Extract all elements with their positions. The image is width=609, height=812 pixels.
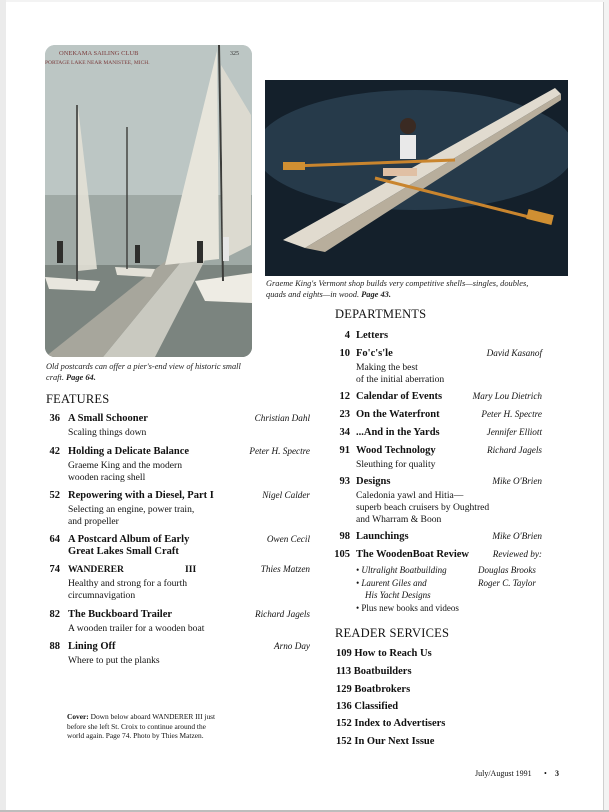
rowing-caption-page: Page 43. (361, 289, 391, 299)
cover-text: Down below aboard WANDERER III just before she left St. Croix to continue around the world again. Page 74. Photo by Thies Matzen. (67, 712, 216, 741)
department-author: Mike O'Brien (492, 531, 542, 541)
department-description: Making the best (356, 362, 418, 373)
folio-separator: • (544, 769, 547, 778)
feature-title: A Small Schooner (68, 413, 148, 424)
folio-page-number: 3 (555, 769, 559, 778)
feature-page-number: 64 (49, 534, 60, 545)
postcard-number: 325 (230, 51, 239, 57)
postcard-caption-page: Page 64. (66, 372, 96, 382)
service-title: Index to Advertisers (354, 718, 446, 729)
department-author: Jennifer Elliott (486, 427, 542, 437)
feature-author: Christian Dahl (254, 413, 310, 423)
reader-service-next-issue[interactable] (336, 736, 434, 747)
reader-service-boatbrokers[interactable] (336, 684, 410, 695)
feature-title: The Buckboard Trailer (68, 609, 173, 620)
department-author: David Kasanof (486, 348, 542, 358)
cover-note (67, 712, 217, 741)
feature-author: Nigel Calder (262, 490, 310, 500)
reader-service-index-advertisers[interactable] (336, 718, 445, 729)
service-page-number: 152 (336, 736, 352, 747)
department-title: On the Waterfront (356, 409, 440, 420)
department-title: Designs (356, 476, 391, 487)
review-item-more: • Plus new books and videos (356, 603, 459, 613)
department-description: Sleuthing for quality (356, 459, 436, 470)
reader-service-boatbuilders[interactable] (336, 666, 412, 677)
department-description: superb beach cruisers by Oughtred (356, 502, 490, 513)
department-description: Caledonia yawl and Hitia— (356, 490, 464, 501)
cover-label: Cover: (67, 712, 89, 721)
feature-title: Holding a Delicate Balance (68, 446, 190, 457)
rowing-caption-line2: quads and eights—in wood. (266, 289, 360, 299)
features-heading: FEATURES (46, 392, 110, 406)
feature-description: Scaling things down (68, 427, 147, 438)
department-title: Calendar of Events (356, 391, 443, 402)
service-title: Boatbuilders (353, 666, 412, 677)
feature-description: A wooden trailer for a wooden boat (68, 623, 205, 634)
review-author: Douglas Brooks (478, 565, 536, 575)
service-title: Boatbrokers (354, 684, 411, 695)
department-page-number: 10 (339, 348, 350, 359)
service-title: How to Reach Us (354, 648, 432, 659)
service-page-number: 109 (336, 648, 352, 659)
review-item-ultralight: • Ultralight Boatbuilding (356, 565, 447, 575)
review-item-laurent-giles: • Laurent Giles and (356, 578, 427, 588)
service-title: In Our Next Issue (354, 736, 435, 747)
postcard-printed-subtitle: PORTAGE LAKE NEAR MANISTEE, MICH. (45, 60, 150, 66)
department-page-number: 91 (339, 445, 350, 456)
feature-page-number: 36 (49, 413, 60, 424)
feature-description: circumnavigation (68, 590, 136, 601)
feature-page-number: 52 (49, 490, 60, 501)
department-description: and Wharram & Boon (356, 514, 442, 525)
feature-page-number: 42 (49, 446, 60, 457)
department-author: Peter H. Spectre (481, 409, 542, 419)
department-title: Launchings (356, 531, 409, 542)
department-page-number: 93 (339, 476, 350, 487)
feature-page-number: 82 (49, 609, 60, 620)
department-page-number: 98 (339, 531, 350, 542)
feature-title-continued: Great Lakes Small Craft (68, 546, 179, 557)
feature-page-number: 74 (49, 564, 60, 575)
feature-title: Repowering with a Diesel, Part I (68, 490, 214, 501)
postcard-caption-line1: Old postcards can offer a pier's-end view of historic small (46, 362, 241, 371)
department-page-number: 4 (344, 330, 350, 341)
review-author: Roger C. Taylor (478, 578, 536, 588)
service-page-number: 129 (336, 684, 352, 695)
reader-service-how-to-reach-us[interactable] (336, 648, 432, 659)
feature-description: wooden racing shell (68, 472, 146, 483)
feature-page-number: 88 (49, 641, 60, 652)
feature-title-suffix: III (185, 564, 197, 575)
rowing-caption (266, 279, 566, 300)
feature-description: Healthy and strong for a fourth (68, 578, 188, 589)
department-author: Reviewed by: (492, 549, 542, 559)
department-title: ...And in the Yards (356, 427, 440, 438)
service-page-number: 113 (336, 666, 352, 677)
feature-description: and propeller (68, 516, 119, 527)
feature-author: Richard Jagels (254, 609, 310, 619)
feature-title: WANDERER (68, 564, 124, 575)
folio-date: July/August 1991 (475, 769, 532, 778)
department-page-number: 105 (334, 549, 350, 560)
feature-description: Selecting an engine, power train, (68, 504, 195, 515)
feature-author: Peter H. Spectre (249, 446, 310, 456)
postcard-caption (46, 362, 256, 383)
feature-title: Lining Off (68, 641, 116, 652)
feature-description: Graeme King and the modern (68, 460, 183, 471)
review-item-laurent-giles-continued: His Yacht Designs (356, 590, 431, 600)
feature-author: Thies Matzen (260, 564, 310, 574)
department-description: of the initial aberration (356, 374, 445, 385)
department-author: Mike O'Brien (492, 476, 542, 486)
service-title: Classified (354, 701, 399, 712)
department-page-number: 34 (339, 427, 350, 438)
reader-service-classified[interactable] (336, 701, 398, 712)
service-page-number: 152 (336, 718, 352, 729)
postcard-photo (45, 45, 252, 357)
feature-description: Where to put the planks (68, 655, 160, 666)
reader-services-heading: READER SERVICES (335, 626, 450, 640)
department-author: Mary Lou Dietrich (472, 391, 542, 401)
department-title: Fo'c's'le (356, 348, 393, 359)
department-page-number: 23 (339, 409, 350, 420)
rowing-shell-photo (265, 80, 568, 276)
department-title: Wood Technology (356, 445, 436, 456)
department-author: Richard Jagels (486, 445, 542, 455)
service-page-number: 136 (336, 701, 352, 712)
department-page-number: 12 (339, 391, 350, 402)
postcard-printed-title: ONEKAMA SAILING CLUB (59, 50, 139, 57)
feature-author: Arno Day (274, 641, 310, 651)
rowing-caption-line1: Graeme King's Vermont shop builds very competitive shells—singles, doubles, (266, 279, 529, 288)
postcard-caption-line2: craft. (46, 372, 64, 382)
feature-author: Owen Cecil (266, 534, 310, 544)
feature-title: A Postcard Album of Early (68, 534, 190, 545)
department-title: The WoodenBoat Review (356, 549, 469, 560)
department-title: Letters (356, 330, 389, 341)
departments-heading: DEPARTMENTS (335, 307, 427, 321)
